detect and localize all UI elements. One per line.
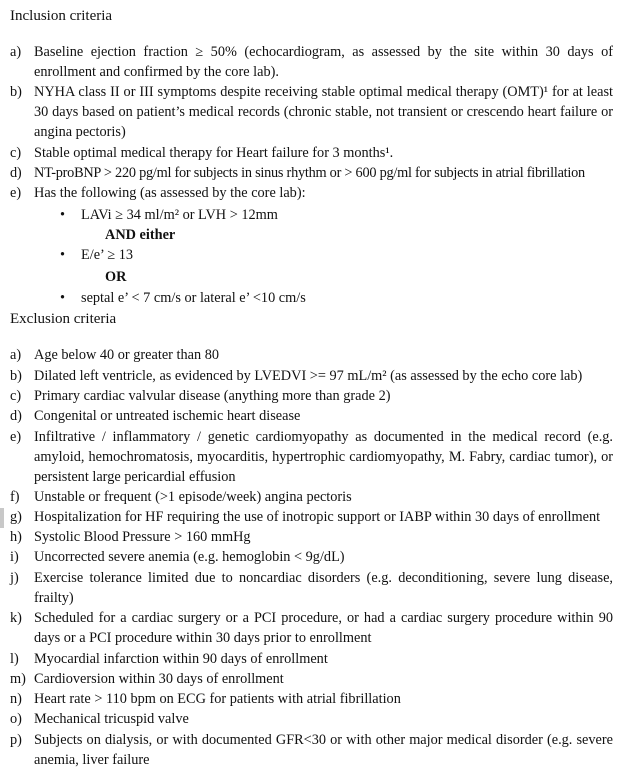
exclusion-item-o [10, 709, 613, 729]
subcriteria-text: E/e’ ≥ 13 [81, 247, 134, 263]
subcriteria-bullet-3 [60, 288, 306, 308]
exclusion-item-text: Dilated left ventricle, as evidenced by LVEDVI >= 97 mL/m² (as assessed by the echo core lab) [34, 368, 583, 384]
exclusion-item-j [10, 568, 613, 608]
exclusion-item-a [10, 345, 613, 365]
exclusion-item-label: o) [10, 711, 22, 727]
exclusion-item-c [10, 386, 613, 406]
subcriteria-text: LAVi ≥ 34 ml/m² or LVH > 12mm [81, 207, 278, 223]
exclusion-item-g [10, 507, 613, 527]
exclusion-item-p [10, 730, 613, 770]
bullet-icon: • [60, 290, 66, 306]
exclusion-item-text: Subjects on dialysis, or with documented GFR<30 or with other major medical disorder (e.g. severe anemia, liver failure [34, 732, 613, 768]
exclusion-item-text: Myocardial infarction within 90 days of enrollment [34, 651, 328, 667]
bullet-icon: • [60, 247, 66, 263]
exclusion-item-b [10, 366, 613, 386]
inclusion-criteria-heading: Inclusion criteria [10, 8, 113, 24]
inclusion-item-label: e) [10, 185, 22, 201]
inclusion-item-text: Stable optimal medical therapy for Heart failure for 3 months¹. [34, 145, 394, 161]
exclusion-item-e [10, 427, 613, 487]
exclusion-criteria-heading: Exclusion criteria [10, 311, 117, 327]
exclusion-item-label: d) [10, 408, 22, 424]
change-bar-marker [0, 508, 4, 528]
exclusion-item-label: k) [10, 610, 22, 626]
exclusion-item-label: m) [10, 671, 26, 687]
subcriteria-text: septal e’ < 7 cm/s or lateral e’ <10 cm/s [81, 290, 306, 306]
exclusion-item-label: f) [10, 489, 20, 505]
inclusion-item-text: Has the following (as assessed by the core lab): [34, 185, 306, 201]
exclusion-item-text: Infiltrative / inflammatory / genetic cardiomyopathy as documented in the medical record (e.g. amyloid, hemochromatosis, myocarditis, hypertrophic cardiomyopathy, M. Fabry, cardiac tumor), or persistent large pericardial effusion [34, 429, 613, 485]
inclusion-item-e [10, 183, 613, 203]
exclusion-item-label: b) [10, 368, 22, 384]
exclusion-item-label: l) [10, 651, 19, 667]
exclusion-item-label: a) [10, 347, 22, 363]
exclusion-item-m [10, 669, 613, 689]
exclusion-item-text: Hospitalization for HF requiring the use of inotropic support or IABP within 30 days of enrollment [34, 509, 601, 525]
inclusion-item-label: d) [10, 165, 22, 181]
exclusion-item-label: c) [10, 388, 22, 404]
inclusion-item-c [10, 143, 613, 163]
exclusion-item-label: h) [10, 529, 22, 545]
bullet-icon: • [60, 207, 66, 223]
exclusion-item-text: Uncorrected severe anemia (e.g. hemoglobin < 9g/dL) [34, 549, 345, 565]
inclusion-item-text: NT-proBNP > 220 pg/ml for subjects in sinus rhythm or > 600 pg/ml for subjects in atrial fibrillation [34, 165, 585, 181]
exclusion-item-text: Systolic Blood Pressure > 160 mmHg [34, 529, 251, 545]
inclusion-item-label: a) [10, 44, 22, 60]
exclusion-item-h [10, 527, 613, 547]
inclusion-item-d [10, 163, 613, 183]
exclusion-item-l [10, 649, 613, 669]
exclusion-item-label: p) [10, 732, 22, 748]
exclusion-item-text: Mechanical tricuspid valve [34, 711, 189, 727]
exclusion-item-text: Primary cardiac valvular disease (anything more than grade 2) [34, 388, 391, 404]
subcriteria-bullet-1 [60, 205, 278, 225]
exclusion-item-i [10, 547, 613, 567]
inclusion-item-label: b) [10, 84, 22, 100]
inclusion-item-text: NYHA class II or III symptoms despite receiving stable optimal medical therapy (OMT)¹ for at least 30 days based on patient’s medical records (chronic stable, not transient or crescendo heart failure or angina pectoris) [34, 84, 613, 140]
or-connector: OR [105, 269, 127, 285]
inclusion-item-label: c) [10, 145, 22, 161]
and-either-connector: AND either [105, 227, 176, 243]
exclusion-item-text: Heart rate > 110 bpm on ECG for patients with atrial fibrillation [34, 691, 401, 707]
exclusion-item-text: Unstable or frequent (>1 episode/week) angina pectoris [34, 489, 352, 505]
exclusion-item-n [10, 689, 613, 709]
exclusion-item-text: Scheduled for a cardiac surgery or a PCI procedure, or had a cardiac surgery procedure within 90 days or a PCI procedure within 30 days prior to enrollment [34, 610, 613, 646]
inclusion-item-a [10, 42, 613, 82]
exclusion-item-d [10, 406, 613, 426]
exclusion-item-text: Cardioversion within 30 days of enrollment [34, 671, 284, 687]
exclusion-item-label: g) [10, 509, 22, 525]
exclusion-item-f [10, 487, 613, 507]
subcriteria-bullet-2 [60, 245, 133, 265]
exclusion-item-label: j) [10, 570, 19, 586]
exclusion-item-label: e) [10, 429, 22, 445]
exclusion-item-text: Exercise tolerance limited due to noncardiac disorders (e.g. deconditioning, severe lung disease, frailty) [34, 570, 613, 606]
inclusion-item-b [10, 82, 613, 142]
exclusion-item-k [10, 608, 613, 648]
exclusion-item-text: Age below 40 or greater than 80 [34, 347, 220, 363]
exclusion-item-text: Congenital or untreated ischemic heart disease [34, 408, 301, 424]
inclusion-item-text: Baseline ejection fraction ≥ 50% (echocardiogram, as assessed by the site within 30 days of enrollment and confirmed by the core lab). [34, 44, 613, 80]
exclusion-item-label: i) [10, 549, 19, 565]
exclusion-item-label: n) [10, 691, 22, 707]
